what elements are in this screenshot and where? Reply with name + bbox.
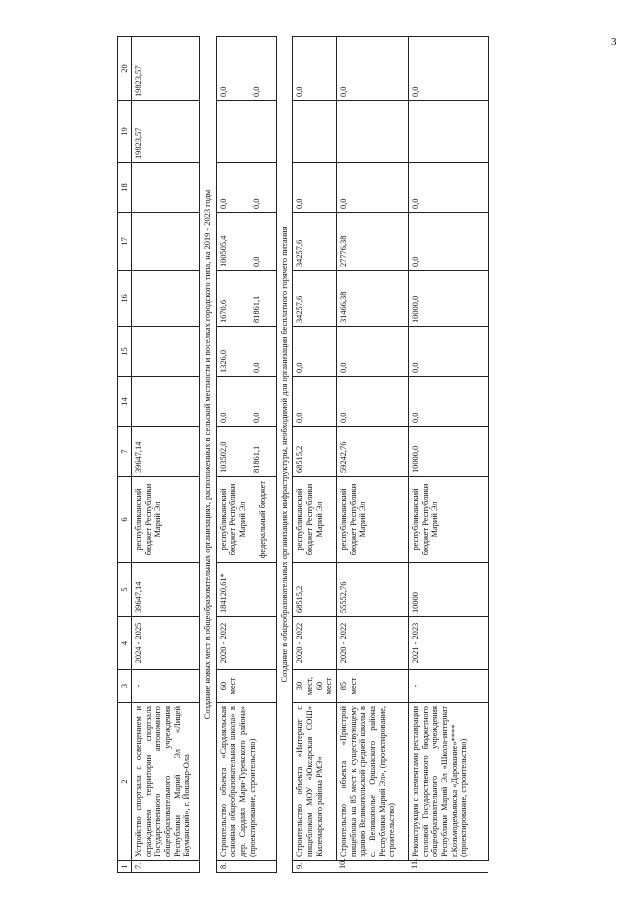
section-heading-row [276, 37, 293, 873]
cell-14 [216, 377, 276, 427]
estimated-cost: 39647,14 [132, 563, 200, 617]
value-federal: 0,0 [252, 412, 262, 423]
estimated-cost: 68515,2 [293, 563, 337, 617]
row-number: 7. [132, 861, 200, 873]
table-row [408, 37, 488, 873]
cell-15: 0,0 [336, 327, 408, 377]
period: 2020 - 2022 [336, 617, 408, 670]
capacity: 60 мест [216, 670, 276, 703]
cell-16 [216, 271, 276, 327]
total-federal: 81861,1 [252, 445, 262, 473]
value-federal: 0,0 [252, 198, 262, 209]
period: 2020 - 2022 [293, 617, 337, 670]
object-name: Строительство объекта «Пристрой пищеблока на 85 мест к существующему зданию Великопольской средней школы в с. Великополье Оршанского района Республики Марий Эл», (проектирование, строительство) [336, 703, 408, 861]
object-name: Устройство спортзала с освещением и ограждением территории спортзала Государственного автономного общеобразовательного учреждения Республики Марий Эл «Лицей Бауманский», г. Йошкар-Ола [132, 703, 200, 861]
funding-source: республиканский бюджет Республики Марий Эл [132, 477, 200, 563]
capacity: 85 мест [336, 670, 408, 703]
cell-19 [336, 101, 408, 163]
object-name: Строительство объекта «Интернат с пищеблоком МОУ «Юксарская СОШ» Килемарского района РМЭ» [293, 703, 337, 861]
row-number: 9. [293, 861, 337, 873]
value-regional: 0,0 [218, 198, 228, 209]
cell-18 [216, 163, 276, 213]
estimated-cost: 55552,76 [336, 563, 408, 617]
value-federal: 0,0 [252, 86, 262, 97]
value-regional: 0,0 [218, 412, 228, 423]
cell-19 [216, 101, 276, 163]
cell-14: 0,0 [293, 377, 337, 427]
total-regional: 103502,0 [218, 441, 228, 473]
object-name [408, 703, 488, 861]
col-header: 18 [118, 163, 132, 213]
col-header: 5 [118, 563, 132, 617]
total-amount: 39647,14 [132, 427, 200, 477]
object-name: Строительство объекта «Сардаяльская основная общеобразовательная школа» в дер. Сардаял Мари-Турекского района» (проектирование, строительство) [216, 703, 276, 861]
estimated-cost: 10000 [408, 563, 488, 617]
cell-18 [132, 163, 200, 213]
cell-16: 34257,6 [293, 271, 337, 327]
cell-18: 0,0 [293, 163, 337, 213]
period: 2024 - 2025 [132, 617, 200, 670]
cell-18: 0,0 [408, 163, 488, 213]
cell-15: 0,0 [408, 327, 488, 377]
row-number: 8. [216, 861, 276, 873]
table-container [117, 37, 627, 873]
value-regional: 1670,6 [218, 299, 228, 323]
cell-19 [408, 101, 488, 163]
col-header: 20 [118, 37, 132, 101]
table-row [216, 37, 276, 873]
funding-source-regional: республиканский бюджет Республики Марий Эл [218, 483, 247, 556]
cell-17 [216, 213, 276, 271]
cell-15 [216, 327, 276, 377]
capacity: - [132, 670, 200, 703]
section-title: Создание в общеобразовательных организациях инфраструктуры, необходимой для организации бесплатного горячего питания [276, 37, 293, 873]
cell-19 [293, 101, 337, 163]
funding-source [216, 477, 276, 563]
section-title: Создание новых мест в общеобразовательных организациях, расположенных в сельской местности и поселках городского типа, на 2019 - 2023 годы [200, 37, 217, 873]
cell-16 [132, 271, 200, 327]
column-number-row [118, 37, 132, 873]
cell-14: 0,0 [336, 377, 408, 427]
cell-20 [216, 37, 276, 101]
object-name-main: Реконструкция с элементами реставрации столовой Государственного бюджетного общеобразовательного учреждения Республики Марий Эл «Школа-интернат г.Козьмодемьянска «Дарование»**** [410, 706, 459, 857]
col-header: 19 [118, 101, 132, 163]
cell-17: 0,0 [408, 213, 488, 271]
col-header: 1 [118, 861, 132, 873]
value-regional: 0,0 [218, 86, 228, 97]
object-name-tail: (проектирование, строительство) [459, 738, 469, 857]
row-number: 10. [336, 861, 408, 873]
cell-20: 0,0 [408, 37, 488, 101]
cell-17: 34257,6 [293, 213, 337, 271]
value-federal: 0,0 [252, 256, 262, 267]
cell-20: 0,0 [336, 37, 408, 101]
cell-18: 0,0 [336, 163, 408, 213]
col-header: 7 [118, 427, 132, 477]
value-regional: 100505,4 [218, 235, 228, 267]
col-header: 15 [118, 327, 132, 377]
col-header: 14 [118, 377, 132, 427]
value-regional: 1326,0 [218, 349, 228, 373]
capacity: 30 мест, 60 мест [293, 670, 337, 703]
cell-16: 10000,0 [408, 271, 488, 327]
cell-16: 31466,38 [336, 271, 408, 327]
col-header: 4 [118, 617, 132, 670]
funding-source: республиканский бюджет Республики Марий Эл [293, 477, 337, 563]
cell-15: 0,0 [293, 327, 337, 377]
funding-source: республиканский бюджет Республики Марий Эл [336, 477, 408, 563]
cell-14 [132, 377, 200, 427]
cell-15 [132, 327, 200, 377]
funding-source-federal: федеральный бюджет [257, 480, 267, 559]
total-amount: 10000,0 [408, 427, 488, 477]
cell-14: 0,0 [408, 377, 488, 427]
value-federal: 0,0 [252, 362, 262, 373]
col-header: 17 [118, 213, 132, 271]
col-header: 2 [118, 703, 132, 861]
estimated-cost: 184120,61* [216, 563, 276, 617]
value-federal: 81861,1 [252, 295, 262, 323]
table-row [336, 37, 408, 873]
period: 2021 - 2023 [408, 617, 488, 670]
table-row [293, 37, 337, 873]
cell-20: 19823,57 [132, 37, 200, 101]
total-amount: 68515,2 [293, 427, 337, 477]
total-amount [216, 427, 276, 477]
cell-20: 0,0 [293, 37, 337, 101]
funding-source: республиканский бюджет Республики Марий Эл [408, 477, 488, 563]
period: 2020 - 2022 [216, 617, 276, 670]
col-header: 6 [118, 477, 132, 563]
row-number: 11. [408, 861, 488, 873]
cell-17: 27776,38 [336, 213, 408, 271]
cell-19: 19823,57 [132, 101, 200, 163]
investment-table [117, 36, 489, 873]
section-heading-row [200, 37, 217, 873]
page-number: 3 [611, 36, 617, 48]
col-header: 3 [118, 670, 132, 703]
col-header: 16 [118, 271, 132, 327]
total-amount: 59242,76 [336, 427, 408, 477]
cell-17 [132, 213, 200, 271]
capacity: - [408, 670, 488, 703]
table-row [132, 37, 200, 873]
